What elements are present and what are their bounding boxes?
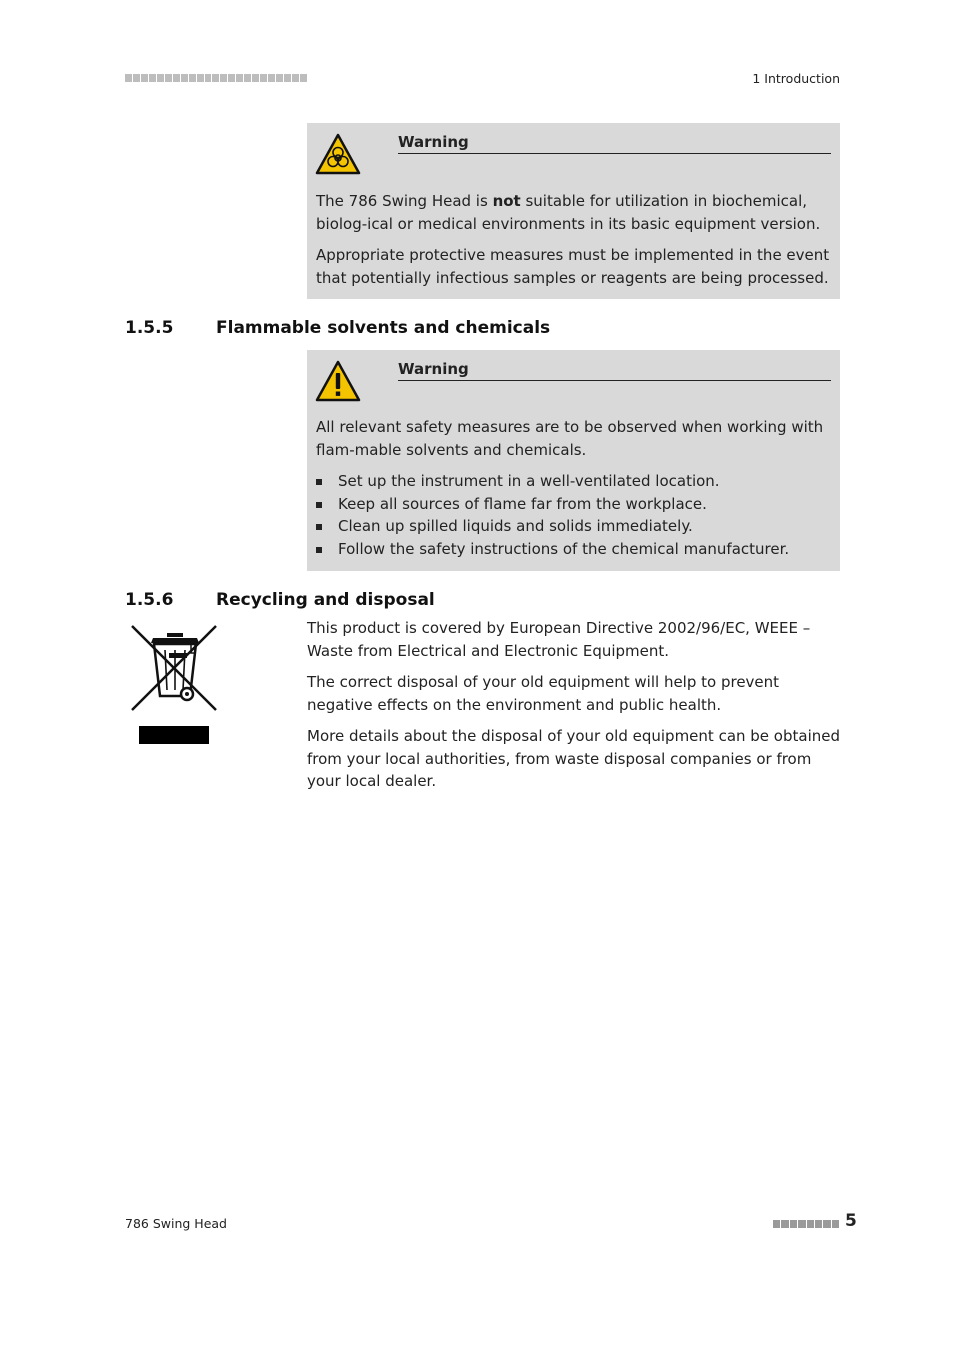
exclamation-warning-icon <box>315 360 361 402</box>
warning-text-rest: suitable for utilization in biochemical, biolog-ical or medical environments in its basic equipment version. <box>316 192 821 233</box>
warning-title: Warning <box>398 133 831 154</box>
section-number: 1.5.5 <box>125 318 174 338</box>
crossed-out-wheelie-bin-icon <box>130 624 220 746</box>
biohazard-icon <box>315 133 361 175</box>
page-number: 5 <box>845 1211 857 1231</box>
list-item: Set up the instrument in a well-ventilated location. <box>316 470 831 493</box>
running-header-chapter: 1 Introduction <box>752 71 840 86</box>
section-title: Recycling and disposal <box>216 590 435 610</box>
list-item: Keep all sources of flame far from the workplace. <box>316 493 831 516</box>
flammable-warning-box <box>307 350 840 571</box>
biohazard-warning-box <box>307 123 840 299</box>
warning-intro: All relevant safety measures are to be observed when working with flam-mable solvents and chemicals. <box>316 418 824 459</box>
warning-text-bold: not <box>492 192 521 210</box>
warning-paragraph: Appropriate protective measures must be implemented in the event that potentially infectious samples or reagents are being processed. <box>316 246 830 287</box>
section-title: Flammable solvents and chemicals <box>216 318 551 338</box>
paragraph: This product is covered by European Directive 2002/96/EC, WEEE – Waste from Electrical and Electronic Equipment. <box>307 619 811 660</box>
section-number: 1.5.6 <box>125 590 174 610</box>
list-item: Clean up spilled liquids and solids immediately. <box>316 515 831 538</box>
paragraph: More details about the disposal of your old equipment can be obtained from your local authorities, from waste disposal companies or from your local dealer. <box>307 727 840 790</box>
footer-decoration <box>773 1220 839 1228</box>
warning-text-lead: The 786 Swing Head is <box>316 192 493 210</box>
header-decoration <box>125 74 307 82</box>
recycling-text <box>307 617 847 802</box>
safety-measures-list <box>316 470 831 560</box>
warning-title: Warning <box>398 360 831 381</box>
list-item: Follow the safety instructions of the chemical manufacturer. <box>316 538 831 561</box>
warning-paragraph <box>316 190 831 235</box>
paragraph: The correct disposal of your old equipment will help to prevent negative effects on the environment and public health. <box>307 673 780 714</box>
footer-product-name: 786 Swing Head <box>125 1216 227 1231</box>
